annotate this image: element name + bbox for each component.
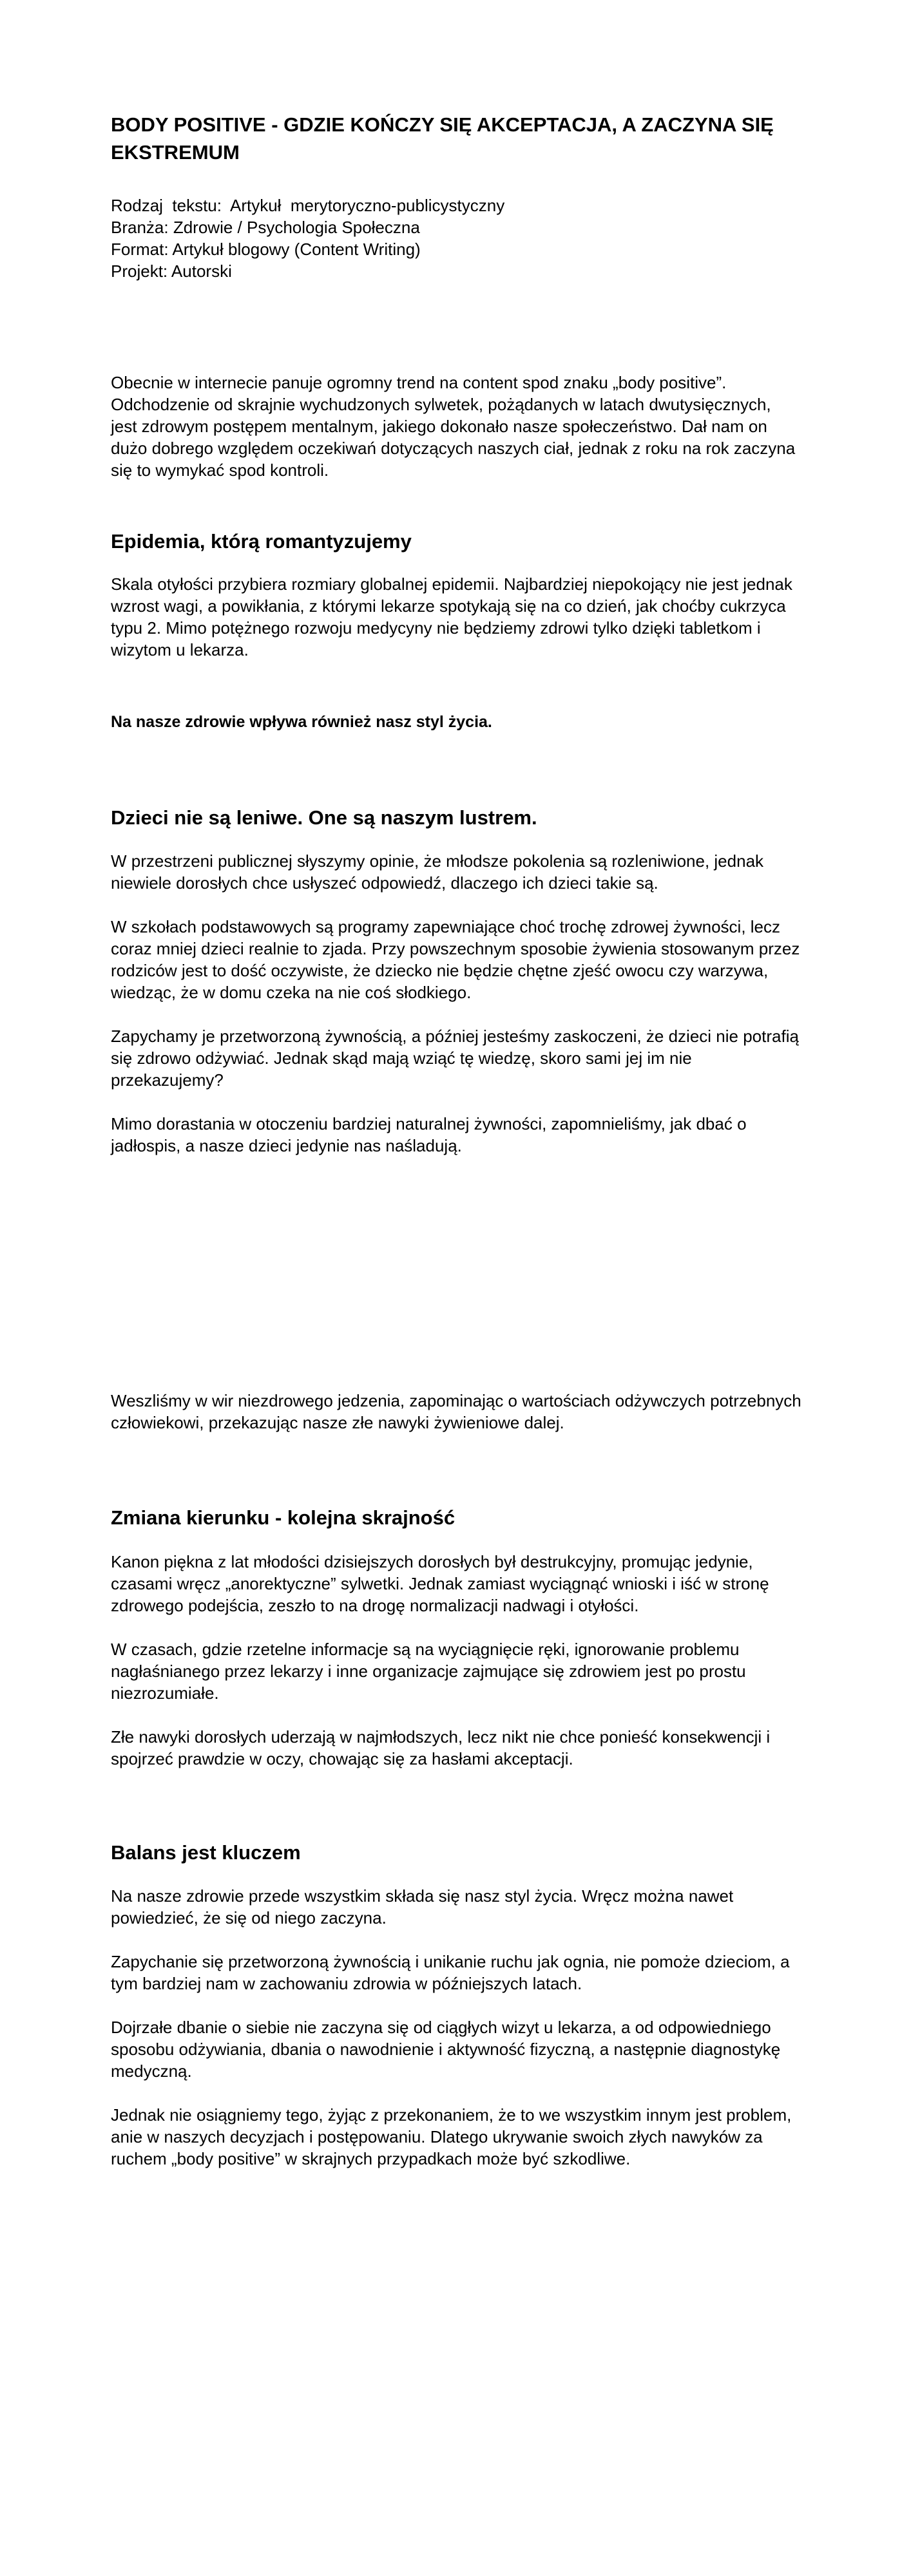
section-children-paragraph-3: Zapychamy je przetworzoną żywnością, a później jesteśmy zaskoczeni, że dzieci nie potrafią się zdrowo odżywiać. Jednak skąd mają wziąć tę wiedzę, skoro sami jej im nie przekazujemy?	[111, 1027, 799, 1090]
section-children-paragraph-4: Mimo dorastania w otoczeniu bardziej naturalnej żywności, zapomnieliśmy, jak dbać o jadłospis, a nasze dzieci jedynie nas naśladują.	[111, 1114, 747, 1155]
document-meta	[111, 194, 801, 282]
section-heading-change: Zmiana kierunku - kolejna skrajność	[111, 1506, 456, 1529]
section-balance-paragraph-2: Zapychanie się przetworzoną żywnością i unikanie ruchu jak ognia, nie pomoże dzieciom, a tym bardziej nam w zachowaniu zdrowia w późniejszych latach.	[111, 1952, 790, 1993]
section-epidemic-emphasis: Na nasze zdrowie wpływa również nasz styl życia.	[111, 713, 492, 731]
document-title: BODY POSITIVE - GDZIE KOŃCZY SIĘ AKCEPTACJA, A ZACZYNA SIĘ EKSTREMUM	[111, 113, 774, 164]
section-change-paragraph-2: W czasach, gdzie rzetelne informacje są na wyciągnięcie ręki, ignorowanie problemu nagłaśnianego przez lekarzy i inne organizacje zajmujące się zdrowiem jest po prostu niezrozumiałe.	[111, 1640, 746, 1703]
section-change-paragraph-1: Kanon piękna z lat młodości dzisiejszych dorosłych był destrukcyjny, promując jedynie, czasami wręcz „anorektyczne” sylwetki. Jednak zamiast wyciągnąć wnioski i iść w stronę zdrowego podejścia, zeszło to na drogę normalizacji nadwagi i otyłości.	[111, 1552, 769, 1615]
meta-project: Projekt: Autorski	[111, 261, 232, 281]
section-children-paragraph-2: W szkołach podstawowych są programy zapewniające choć trochę zdrowej żywności, lecz coraz mniej dzieci realnie to zjada. Przy powszechnym sposobie żywienia stosowanym przez rodziców jest to dość oczywiste, że dziecko nie będzie chętne zjeść owocu czy warzywa, wiedząc, że w domu czeka na nie coś słodkiego.	[111, 917, 800, 1002]
intro-paragraph: Obecnie w internecie panuje ogromny trend na content spod znaku „body positive”. Odchodzenie od skrajnie wychudzonych sylwetek, pożądanych w latach dwutysięcznych, jest zdrowym postępem mentalnym, jakiego dokonało nasze społeczeństwo. Dał nam on dużo dobrego względem oczekiwań dotyczących naszych ciał, jednak z roku na rok zaczyna się to wymykać spod kontroli.	[111, 373, 796, 480]
section-balance-paragraph-1: Na nasze zdrowie przede wszystkim składa się nasz styl życia. Wręcz można nawet powiedzieć, że się od niego zaczyna.	[111, 1886, 734, 1927]
section-balance-paragraph-4: Jednak nie osiągniemy tego, żyjąc z przekonaniem, że to we wszystkim innym jest problem, anie w naszych decyzjach i postępowaniu. Dlatego ukrywanie swoich złych nawyków za ruchem „body positive” w skrajnych przypadkach może być szkodliwe.	[111, 2105, 792, 2168]
meta-industry: Branża: Zdrowie / Psychologia Społeczna	[111, 218, 420, 237]
section-heading-children: Dzieci nie są leniwe. One są naszym lustrem.	[111, 806, 537, 829]
meta-format: Format: Artykuł blogowy (Content Writing)	[111, 240, 421, 259]
meta-type: Rodzaj tekstu: Artykuł merytoryczno-publicystyczny	[111, 196, 505, 215]
section-epidemic-paragraph: Skala otyłości przybiera rozmiary globalnej epidemii. Najbardziej niepokojący nie jest jednak wzrost wagi, a powikłania, z którymi lekarze spotykają się na co dzień, jak choćby cukrzyca typu 2. Mimo potężnego rozwoju medycyny nie będziemy zdrowi tylko dzięki tabletkom i wizytom u lekarza.	[111, 574, 792, 659]
section-balance-paragraph-3: Dojrzałe dbanie o siebie nie zaczyna się od ciągłych wizyt u lekarza, a od odpowiedniego sposobu odżywiania, dbania o nawodnienie i aktywność fizyczną, a następnie diagnostykę medyczną.	[111, 2018, 781, 2081]
section-heading-balance: Balans jest kluczem	[111, 1841, 301, 1864]
document-page	[111, 0, 801, 2576]
section-children-closing: Weszliśmy w wir niezdrowego jedzenia, zapominając o wartościach odżywczych potrzebnych człowiekowi, przekazując nasze złe nawyki żywieniowe dalej.	[111, 1391, 801, 1432]
section-change-paragraph-3: Złe nawyki dorosłych uderzają w najmłodszych, lecz nikt nie chce ponieść konsekwencji i spojrzeć prawdzie w oczy, chowając się za hasłami akceptacji.	[111, 1727, 771, 1768]
section-heading-epidemic: Epidemia, którą romantyzujemy	[111, 530, 412, 553]
section-children-paragraph-1: W przestrzeni publicznej słyszymy opinie, że młodsze pokolenia są rozleniwione, jednak niewiele dorosłych chce usłyszeć odpowiedź, dlaczego ich dzieci takie są.	[111, 851, 764, 893]
